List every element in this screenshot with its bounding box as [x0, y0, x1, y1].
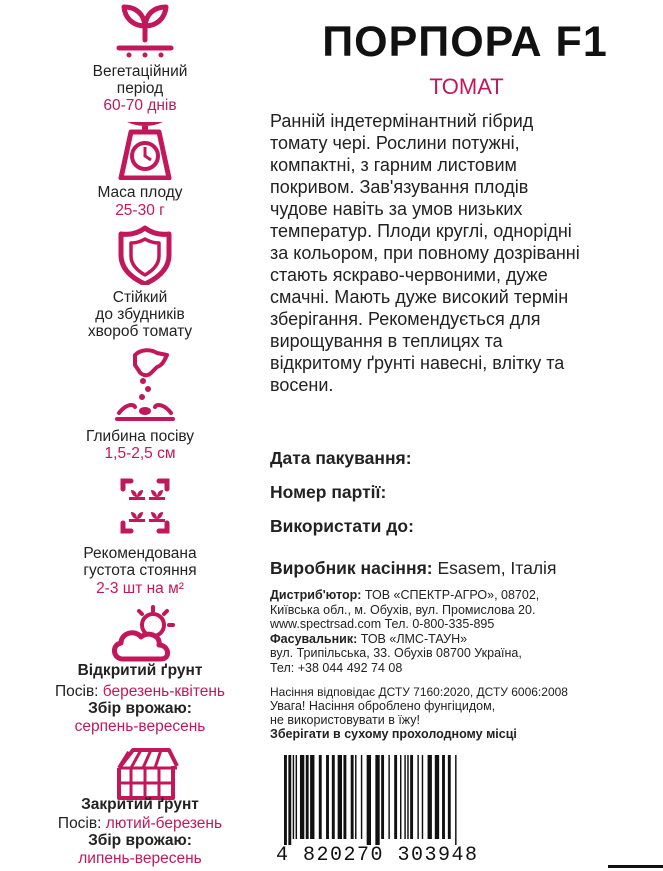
- sowing-depth-label: Глибина посіву: [85, 428, 195, 445]
- open-ground-sowing-value: березень-квітень: [102, 683, 226, 700]
- barcode: [280, 755, 558, 845]
- barcode-bar: [375, 755, 379, 845]
- barcode-bar: [428, 755, 432, 839]
- barcode-bar: [422, 755, 423, 839]
- vegetation-value: 60-70 днів: [103, 97, 177, 114]
- barcode-bar: [455, 755, 456, 845]
- barcode-bar: [367, 755, 371, 845]
- barcode-bar: [300, 755, 304, 839]
- divider-line: [608, 865, 663, 868]
- barcode-bar: [284, 755, 287, 845]
- producer-value: Esasem, Італія: [432, 558, 557, 578]
- barcode-bar: [400, 755, 401, 839]
- barcode-bar: [417, 755, 418, 839]
- open-ground-harvest-value: серпень-вересень: [74, 718, 206, 735]
- barcode-bar: [388, 755, 389, 839]
- packer-line-1: ТОВ «ЛМС-ТАУН»: [357, 631, 468, 646]
- barcode-bar: [448, 755, 451, 839]
- shield-icon: [105, 225, 185, 285]
- distributor-block: [270, 588, 650, 675]
- packer-line-3: Тел: +38 044 492 74 08: [270, 660, 403, 675]
- barcode-bar: [310, 755, 314, 839]
- barcode-bar: [288, 755, 291, 845]
- open-ground-sowing: [0, 683, 280, 700]
- batch-number-label: Номер партії:: [270, 482, 387, 502]
- barcode-bar: [381, 755, 384, 839]
- description-line: за кольором, при повному дозріванні: [270, 243, 580, 263]
- vegetation-label-2: період: [116, 80, 164, 97]
- closed-ground-title: Закритий ґрунт: [81, 796, 199, 813]
- description-line: температур. Плоди круглі, однорідні: [270, 221, 572, 241]
- fruit-mass-label: Маса плоду: [97, 184, 183, 201]
- fruit-mass-value: 25-30 г: [115, 202, 165, 219]
- description-line: покривом. Зав'язування плодів: [270, 177, 529, 197]
- density-value: 2-3 шт на м²: [96, 580, 184, 597]
- barcode-bar: [293, 755, 294, 839]
- description-line: відкритому ґрунті навесні, влітку та: [270, 353, 565, 373]
- barcode-bar: [361, 755, 362, 839]
- producer-label: Виробник насіння:: [270, 558, 433, 578]
- resistance-line-2: до збудників: [95, 306, 185, 323]
- barcode-bar: [351, 755, 354, 839]
- barcode-bar: [355, 755, 356, 839]
- product-description: [270, 110, 660, 396]
- description-line: вирощування в теплицях та: [270, 331, 503, 351]
- density-label-1: Рекомендована: [83, 545, 197, 562]
- distributor-label: Дистриб'ютор:: [270, 588, 362, 602]
- producer-line: [270, 558, 556, 579]
- closed-ground-sowing-label: Посів:: [57, 815, 102, 832]
- warning-line-2: не використовувати в їжу!: [270, 713, 421, 727]
- barcode-bar: [410, 755, 413, 839]
- barcode-digits: 4 820270 303948: [276, 844, 479, 867]
- product-title: ПОРПОРА F1: [322, 18, 608, 66]
- product-subtitle: ТОМАТ: [429, 74, 504, 99]
- barcode-bar: [326, 755, 329, 839]
- barcode-bar: [442, 755, 445, 839]
- description-line: зберігання. Рекомендується для: [270, 309, 541, 329]
- greenhouse-icon: [105, 742, 185, 802]
- resistance-line-1: Стійкий: [112, 289, 168, 306]
- barcode-bar: [332, 755, 335, 839]
- storage-note: Зберігати в сухому прохолодному місці: [270, 727, 517, 741]
- open-ground-sowing-label: Посів:: [54, 683, 99, 700]
- description-line: чудове навіть за умов низьких: [270, 199, 523, 219]
- vegetation-label-1: Вегетаційний: [92, 63, 188, 80]
- distributor-line-3: www.spectrsad.com Тел. 0-800-335-895: [270, 617, 495, 631]
- description-line: стають яскраво-червоними, дуже: [270, 265, 548, 285]
- description-line: Ранній індетермінантний гібрид: [270, 111, 534, 131]
- use-by-label: Використати до:: [270, 516, 414, 536]
- barcode-bar: [404, 755, 405, 839]
- sun-cloud-icon: [105, 603, 185, 663]
- sowing-depth-value: 1,5-2,5 см: [104, 445, 176, 462]
- packing-date-label: Дата пакування:: [270, 448, 412, 468]
- barcode-bar: [296, 755, 297, 839]
- distributor-line-1: ТОВ «СПЕКТР-АГРО», 08702,: [361, 588, 540, 602]
- scale-icon: [105, 120, 185, 180]
- closed-ground-sowing-value: лютий-березень: [105, 815, 223, 832]
- description-line: восени.: [270, 375, 334, 395]
- barcode-bar: [319, 755, 322, 839]
- closed-ground-harvest-label: Збір врожаю:: [88, 832, 192, 849]
- distributor-line-2: Київська обл., м. Обухів, вул. Промислова 20.: [270, 602, 536, 617]
- sprout-icon: [105, 2, 185, 62]
- planting-density-icon: [105, 475, 185, 537]
- description-line: смачні. Мають дуже високий термін: [270, 287, 569, 307]
- packer-label: Фасувальник:: [270, 631, 358, 646]
- barcode-bar: [338, 755, 342, 839]
- warning-line-1: Увага! Насіння оброблено фунгіцидом,: [270, 699, 496, 713]
- sowing-hand-icon: [105, 347, 185, 422]
- open-ground-title: Відкритий ґрунт: [77, 662, 203, 679]
- description-line: компактні, з гарним листовим: [270, 155, 517, 175]
- barcode-bar: [306, 755, 309, 839]
- density-label-2: густота стояння: [83, 562, 197, 579]
- description-line: томату чері. Рослини потужні,: [270, 133, 520, 153]
- left-column: [0, 0, 270, 871]
- right-column: [270, 0, 663, 871]
- barcode-bar: [394, 755, 397, 839]
- packer-line-2: вул. Трипільська, 33. Обухів 08700 Україна,: [270, 646, 522, 660]
- barcode-bar: [435, 755, 439, 839]
- standard-note: Насіння відповідає ДСТУ 7160:2020, ДСТУ 6006:2008: [270, 685, 568, 699]
- barcode-bar: [343, 755, 346, 839]
- open-ground-harvest-label: Збір врожаю:: [88, 700, 192, 717]
- closed-ground-harvest-value: липень-вересень: [78, 850, 202, 867]
- barcode-bar: [407, 755, 408, 839]
- resistance-line-3: хвороб томату: [87, 323, 193, 340]
- closed-ground-sowing: [0, 815, 280, 832]
